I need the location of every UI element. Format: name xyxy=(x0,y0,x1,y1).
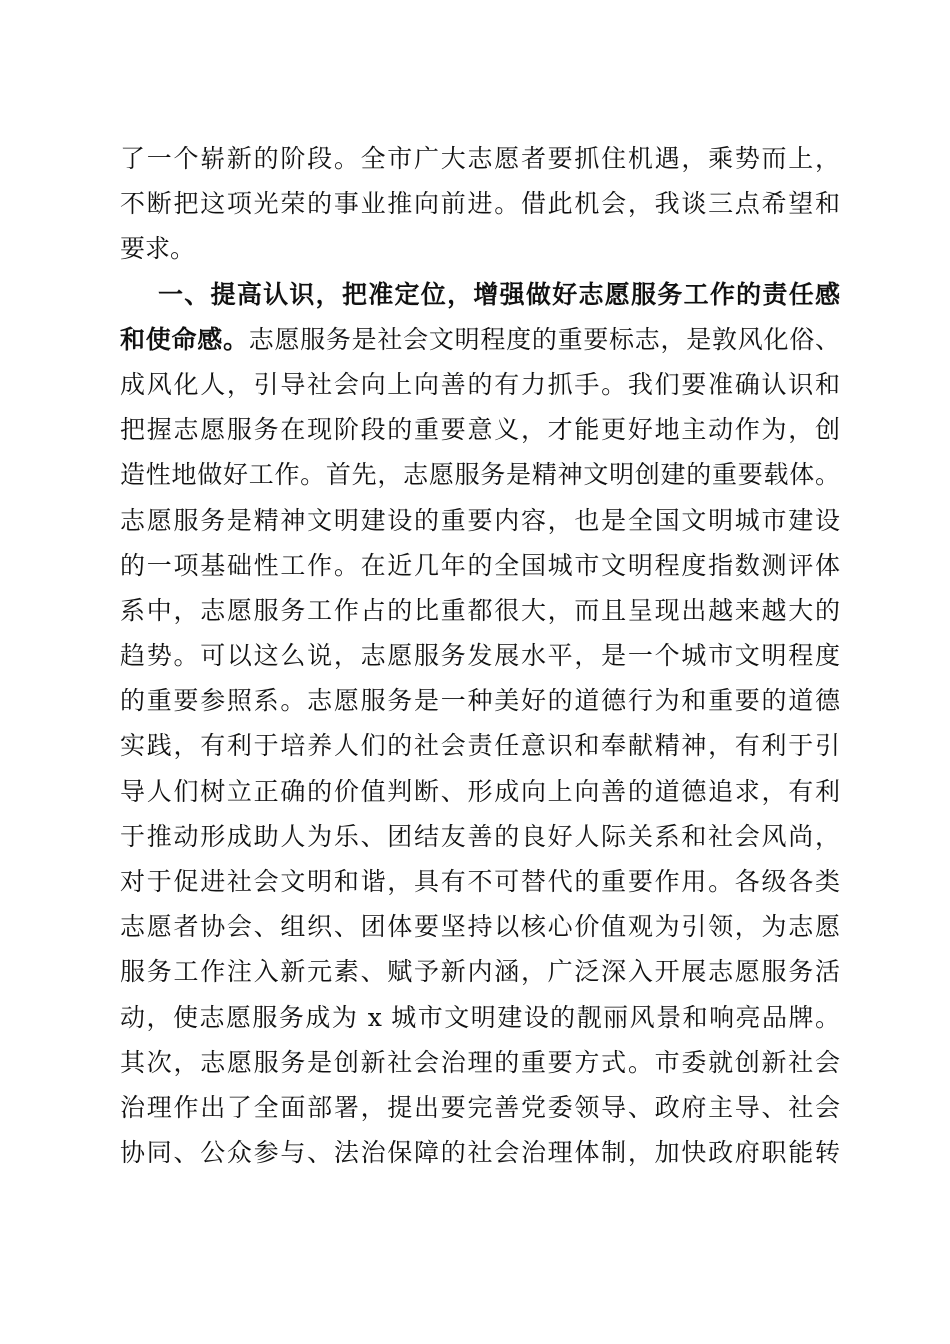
text-line: 服务工作注入新元素、赋予新内涵，广泛深入开展志愿服务活 xyxy=(120,957,840,987)
text-line: 导人们树立正确的价值判断、形成向上向善的道德追求，有利 xyxy=(120,776,840,806)
text-line: 成风化人，引导社会向上向善的有力抓手。我们要准确认识和 xyxy=(120,369,840,399)
text-line: 的重要参照系。志愿服务是一种美好的道德行为和重要的道德 xyxy=(120,686,840,716)
text-line: 对于促进社会文明和谐，具有不可替代的重要作用。各级各类 xyxy=(120,867,840,896)
text-line: 于推动形成助人为乐、团结友善的良好人际关系和社会风尚， xyxy=(120,821,840,851)
text-line: 了一个崭新的阶段。全市广大志愿者要抓住机遇，乘势而上， xyxy=(120,144,840,173)
text-line: 协同、公众参与、法治保障的社会治理体制，加快政府职能转 xyxy=(120,1138,840,1168)
text-line: 其次，志愿服务是创新社会治理的重要方式。市委就创新社会 xyxy=(120,1047,840,1077)
text-line: 不断把这项光荣的事业推向前进。借此机会，我谈三点希望和 xyxy=(120,189,840,219)
text-line: 动，使志愿服务成为 x 城市文明建设的靓丽风景和响亮品牌。 xyxy=(120,1002,840,1032)
text-line: 志愿者协会、组织、团体要坚持以核心价值观为引领，为志愿 xyxy=(120,912,840,942)
text-line: 实践，有利于培养人们的社会责任意识和奉献精神，有利于引 xyxy=(120,731,840,761)
text-run: 志愿服务是社会文明程度的重要标志，是敦风化俗、 xyxy=(248,324,840,354)
section-heading-line: 一、提高认识，把准定位，增强做好志愿服务工作的责任感 xyxy=(158,279,840,309)
text-line: 志愿服务是精神文明建设的重要内容，也是全国文明城市建设 xyxy=(120,505,840,535)
text-line: 治理作出了全面部署，提出要完善党委领导、政府主导、社会 xyxy=(120,1092,840,1122)
text-line: 造性地做好工作。首先，志愿服务是精神文明创建的重要载体。 xyxy=(120,460,840,490)
text-line xyxy=(120,317,840,362)
section-heading-tail: 和使命感。 xyxy=(120,324,249,354)
text-line: 的一项基础性工作。在近几年的全国城市文明程度指数测评体 xyxy=(120,550,840,580)
document-body xyxy=(120,136,840,1175)
text-line: 要求。 xyxy=(120,234,196,264)
text-line: 把握志愿服务在现阶段的重要意义，才能更好地主动作为，创 xyxy=(120,415,840,445)
text-line: 趋势。可以这么说，志愿服务发展水平，是一个城市文明程度 xyxy=(120,641,840,671)
text-line: 系中，志愿服务工作占的比重都很大，而且呈现出越来越大的 xyxy=(120,595,840,625)
